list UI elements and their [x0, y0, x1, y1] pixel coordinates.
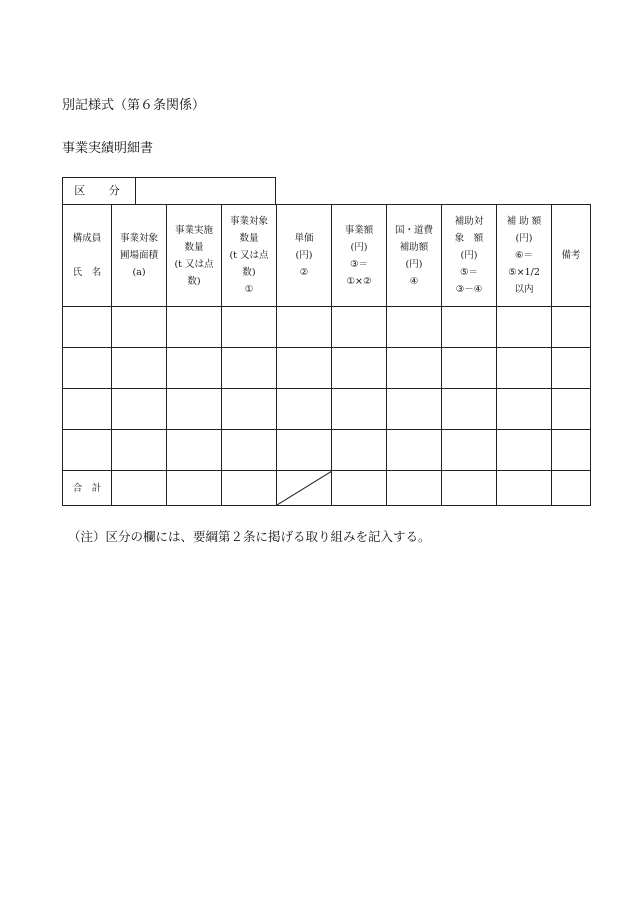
- table-cell[interactable]: [442, 348, 497, 389]
- table-cell[interactable]: [112, 348, 167, 389]
- table-cell[interactable]: [387, 430, 442, 471]
- header-area: 事業対象 圃場面積 (a): [112, 205, 167, 307]
- table-cell[interactable]: [112, 471, 167, 506]
- footnote: （注）区分の欄には、要綱第２条に掲げる取り組みを記入する。: [68, 529, 431, 544]
- table-cell[interactable]: [167, 430, 222, 471]
- table-cell[interactable]: [222, 389, 277, 430]
- table-cell[interactable]: [442, 430, 497, 471]
- table-row: [63, 389, 591, 430]
- results-table: [62, 204, 591, 506]
- header-target-qty: 事業対象 数量 (t 又は点 数) ①: [222, 205, 277, 307]
- table-cell[interactable]: [387, 307, 442, 348]
- header-project-amount: 事業額 (円) ③＝ ①×②: [332, 205, 387, 307]
- table-cell[interactable]: [277, 348, 332, 389]
- kubun-box: [62, 177, 276, 204]
- total-row: [63, 471, 591, 506]
- document-title: 事業実績明細書: [62, 141, 154, 156]
- header-actual-qty: 事業実施 数量 (t 又は点 数): [167, 205, 222, 307]
- header-unit-price: 単価 (円) ②: [277, 205, 332, 307]
- header-subsidy-amount: 補 助 額 (円) ⑥＝ ⑤×1/2 以内: [497, 205, 552, 307]
- table-cell[interactable]: [332, 471, 387, 506]
- table-cell[interactable]: [497, 471, 552, 506]
- table-cell[interactable]: [222, 348, 277, 389]
- table-cell[interactable]: [277, 307, 332, 348]
- table-cell[interactable]: [442, 307, 497, 348]
- form-label: 別記様式（第６条関係）: [62, 98, 206, 113]
- header-row: [63, 205, 591, 307]
- table-row: [63, 348, 591, 389]
- table-cell[interactable]: [387, 471, 442, 506]
- table-cell[interactable]: [497, 348, 552, 389]
- table-cell[interactable]: [332, 389, 387, 430]
- table-cell[interactable]: [387, 348, 442, 389]
- table-cell[interactable]: [222, 430, 277, 471]
- table-cell[interactable]: [277, 430, 332, 471]
- table-row: [63, 307, 591, 348]
- table-cell[interactable]: [442, 389, 497, 430]
- table-cell[interactable]: [552, 389, 591, 430]
- table-cell[interactable]: [222, 471, 277, 506]
- table-cell[interactable]: [112, 307, 167, 348]
- table-cell[interactable]: [63, 430, 112, 471]
- table-cell[interactable]: [167, 471, 222, 506]
- table-cell[interactable]: [112, 389, 167, 430]
- table-cell[interactable]: [222, 307, 277, 348]
- kubun-label: 区 分: [63, 178, 136, 204]
- table-cell[interactable]: [167, 307, 222, 348]
- kubun-value-field[interactable]: [136, 178, 276, 204]
- table-cell[interactable]: [497, 430, 552, 471]
- table-cell[interactable]: [497, 389, 552, 430]
- table-row: [63, 430, 591, 471]
- table-cell[interactable]: [63, 307, 112, 348]
- table-cell[interactable]: [167, 389, 222, 430]
- table-cell[interactable]: [552, 430, 591, 471]
- header-national-subsidy: 国・道費 補助額 (円) ④: [387, 205, 442, 307]
- table-cell[interactable]: [552, 307, 591, 348]
- header-subsidy-target: 補助対 象 額 (円) ⑤＝ ③－④: [442, 205, 497, 307]
- table-cell[interactable]: [442, 471, 497, 506]
- total-label: 合 計: [63, 471, 112, 506]
- header-remarks: 備考: [552, 205, 591, 307]
- unit-price-total-na: [277, 471, 332, 506]
- table-cell[interactable]: [497, 307, 552, 348]
- table-cell[interactable]: [332, 430, 387, 471]
- table-cell[interactable]: [167, 348, 222, 389]
- table-cell[interactable]: [332, 348, 387, 389]
- table-cell[interactable]: [552, 471, 591, 506]
- diagonal-slash: [277, 471, 332, 505]
- header-member: 構成員 氏 名: [63, 205, 112, 307]
- table-cell[interactable]: [63, 389, 112, 430]
- table-cell[interactable]: [552, 348, 591, 389]
- table-cell[interactable]: [63, 348, 112, 389]
- table-cell[interactable]: [387, 389, 442, 430]
- table-cell[interactable]: [277, 389, 332, 430]
- table-cell[interactable]: [332, 307, 387, 348]
- table-cell[interactable]: [112, 430, 167, 471]
